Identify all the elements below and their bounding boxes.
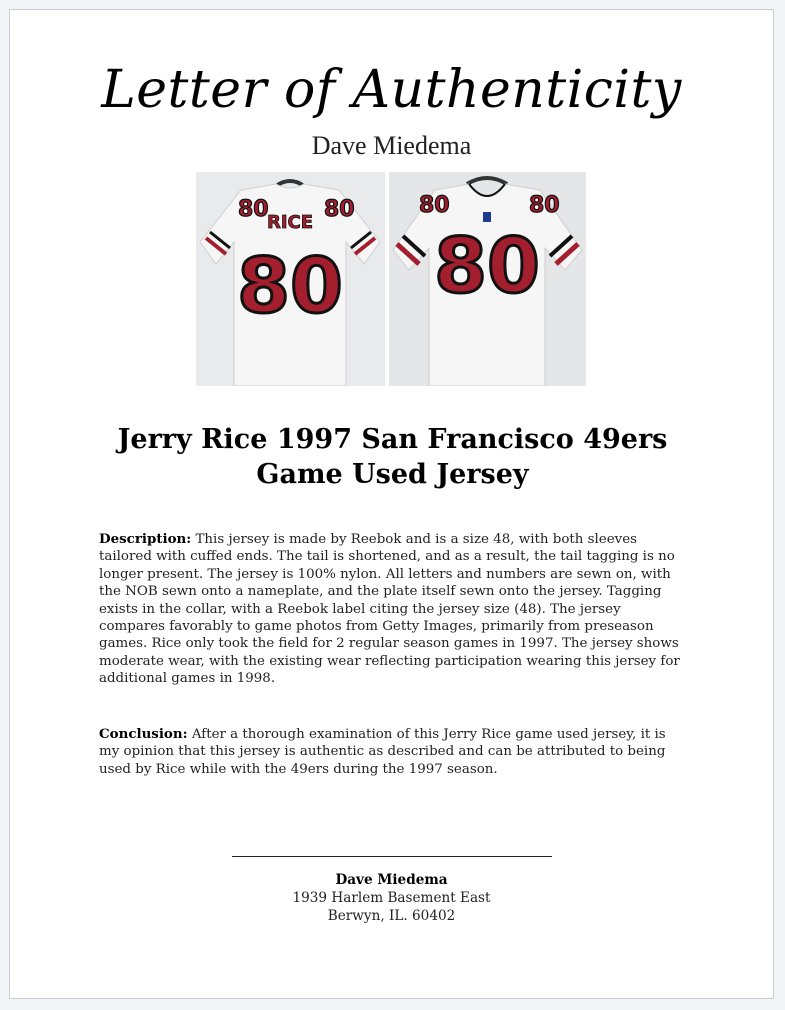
back-left-sleeve-number: 80: [238, 197, 269, 222]
back-right-sleeve-number: 80: [324, 197, 355, 222]
jersey-front-photo: [389, 172, 586, 386]
item-title-line1: Jerry Rice 1997 San Francisco 49ers: [117, 424, 668, 455]
front-main-number: 80: [434, 221, 540, 310]
address-line-1: 1939 Harlem Basement East: [292, 890, 491, 906]
description-text: This jersey is made by Reebok and is a size 48, with both sleeves tailored with cuffed ends. The tail is shortened, and as a result, the tail tagging is no longer present. The jersey is 100% nylon. All letters and numbers are sewn on, with the NOB sewn onto a nameplate, and the plate itself sewn onto the jersey. Tagging exists in the collar, with a Reebok label citing the jersey size (48). The jersey compares favorably to game photos from Getty Images, primarily from preseason games. Rice only took the field for 2 regular season games in 1997. The jersey shows moderate wear, with the existing wear reflecting participation wearing this jersey for additional games in 1998.: [99, 532, 680, 687]
letter-page: [9, 9, 774, 999]
conclusion-text: After a thorough examination of this Jerry Rice game used jersey, it is my opinion that this jersey is authentic as described and can be attributed to being used by Rice while with the 49ers during the 1997 season.: [99, 727, 666, 777]
front-left-sleeve-number: 80: [419, 193, 450, 218]
jersey-back-photo: [196, 172, 385, 386]
description-paragraph: [99, 531, 689, 688]
conclusion-paragraph: [99, 726, 689, 778]
jersey-back-image: [196, 172, 385, 386]
author-name: Dave Miedema: [311, 131, 472, 160]
letter-title: Letter of Authenticity: [101, 60, 682, 120]
signer-name: Dave Miedema: [335, 872, 448, 888]
item-title-line2: Game Used Jersey: [256, 459, 529, 490]
back-main-number: 80: [237, 241, 343, 330]
address-line-2: Berwyn, IL. 60402: [327, 908, 456, 924]
signature-line: [232, 856, 552, 857]
description-label: Description:: [99, 531, 192, 547]
item-title: [50, 422, 735, 492]
back-nameplate: RICE: [266, 212, 314, 233]
jersey-front-image: [389, 172, 586, 386]
conclusion-label: Conclusion:: [99, 726, 188, 742]
front-right-sleeve-number: 80: [529, 193, 560, 218]
